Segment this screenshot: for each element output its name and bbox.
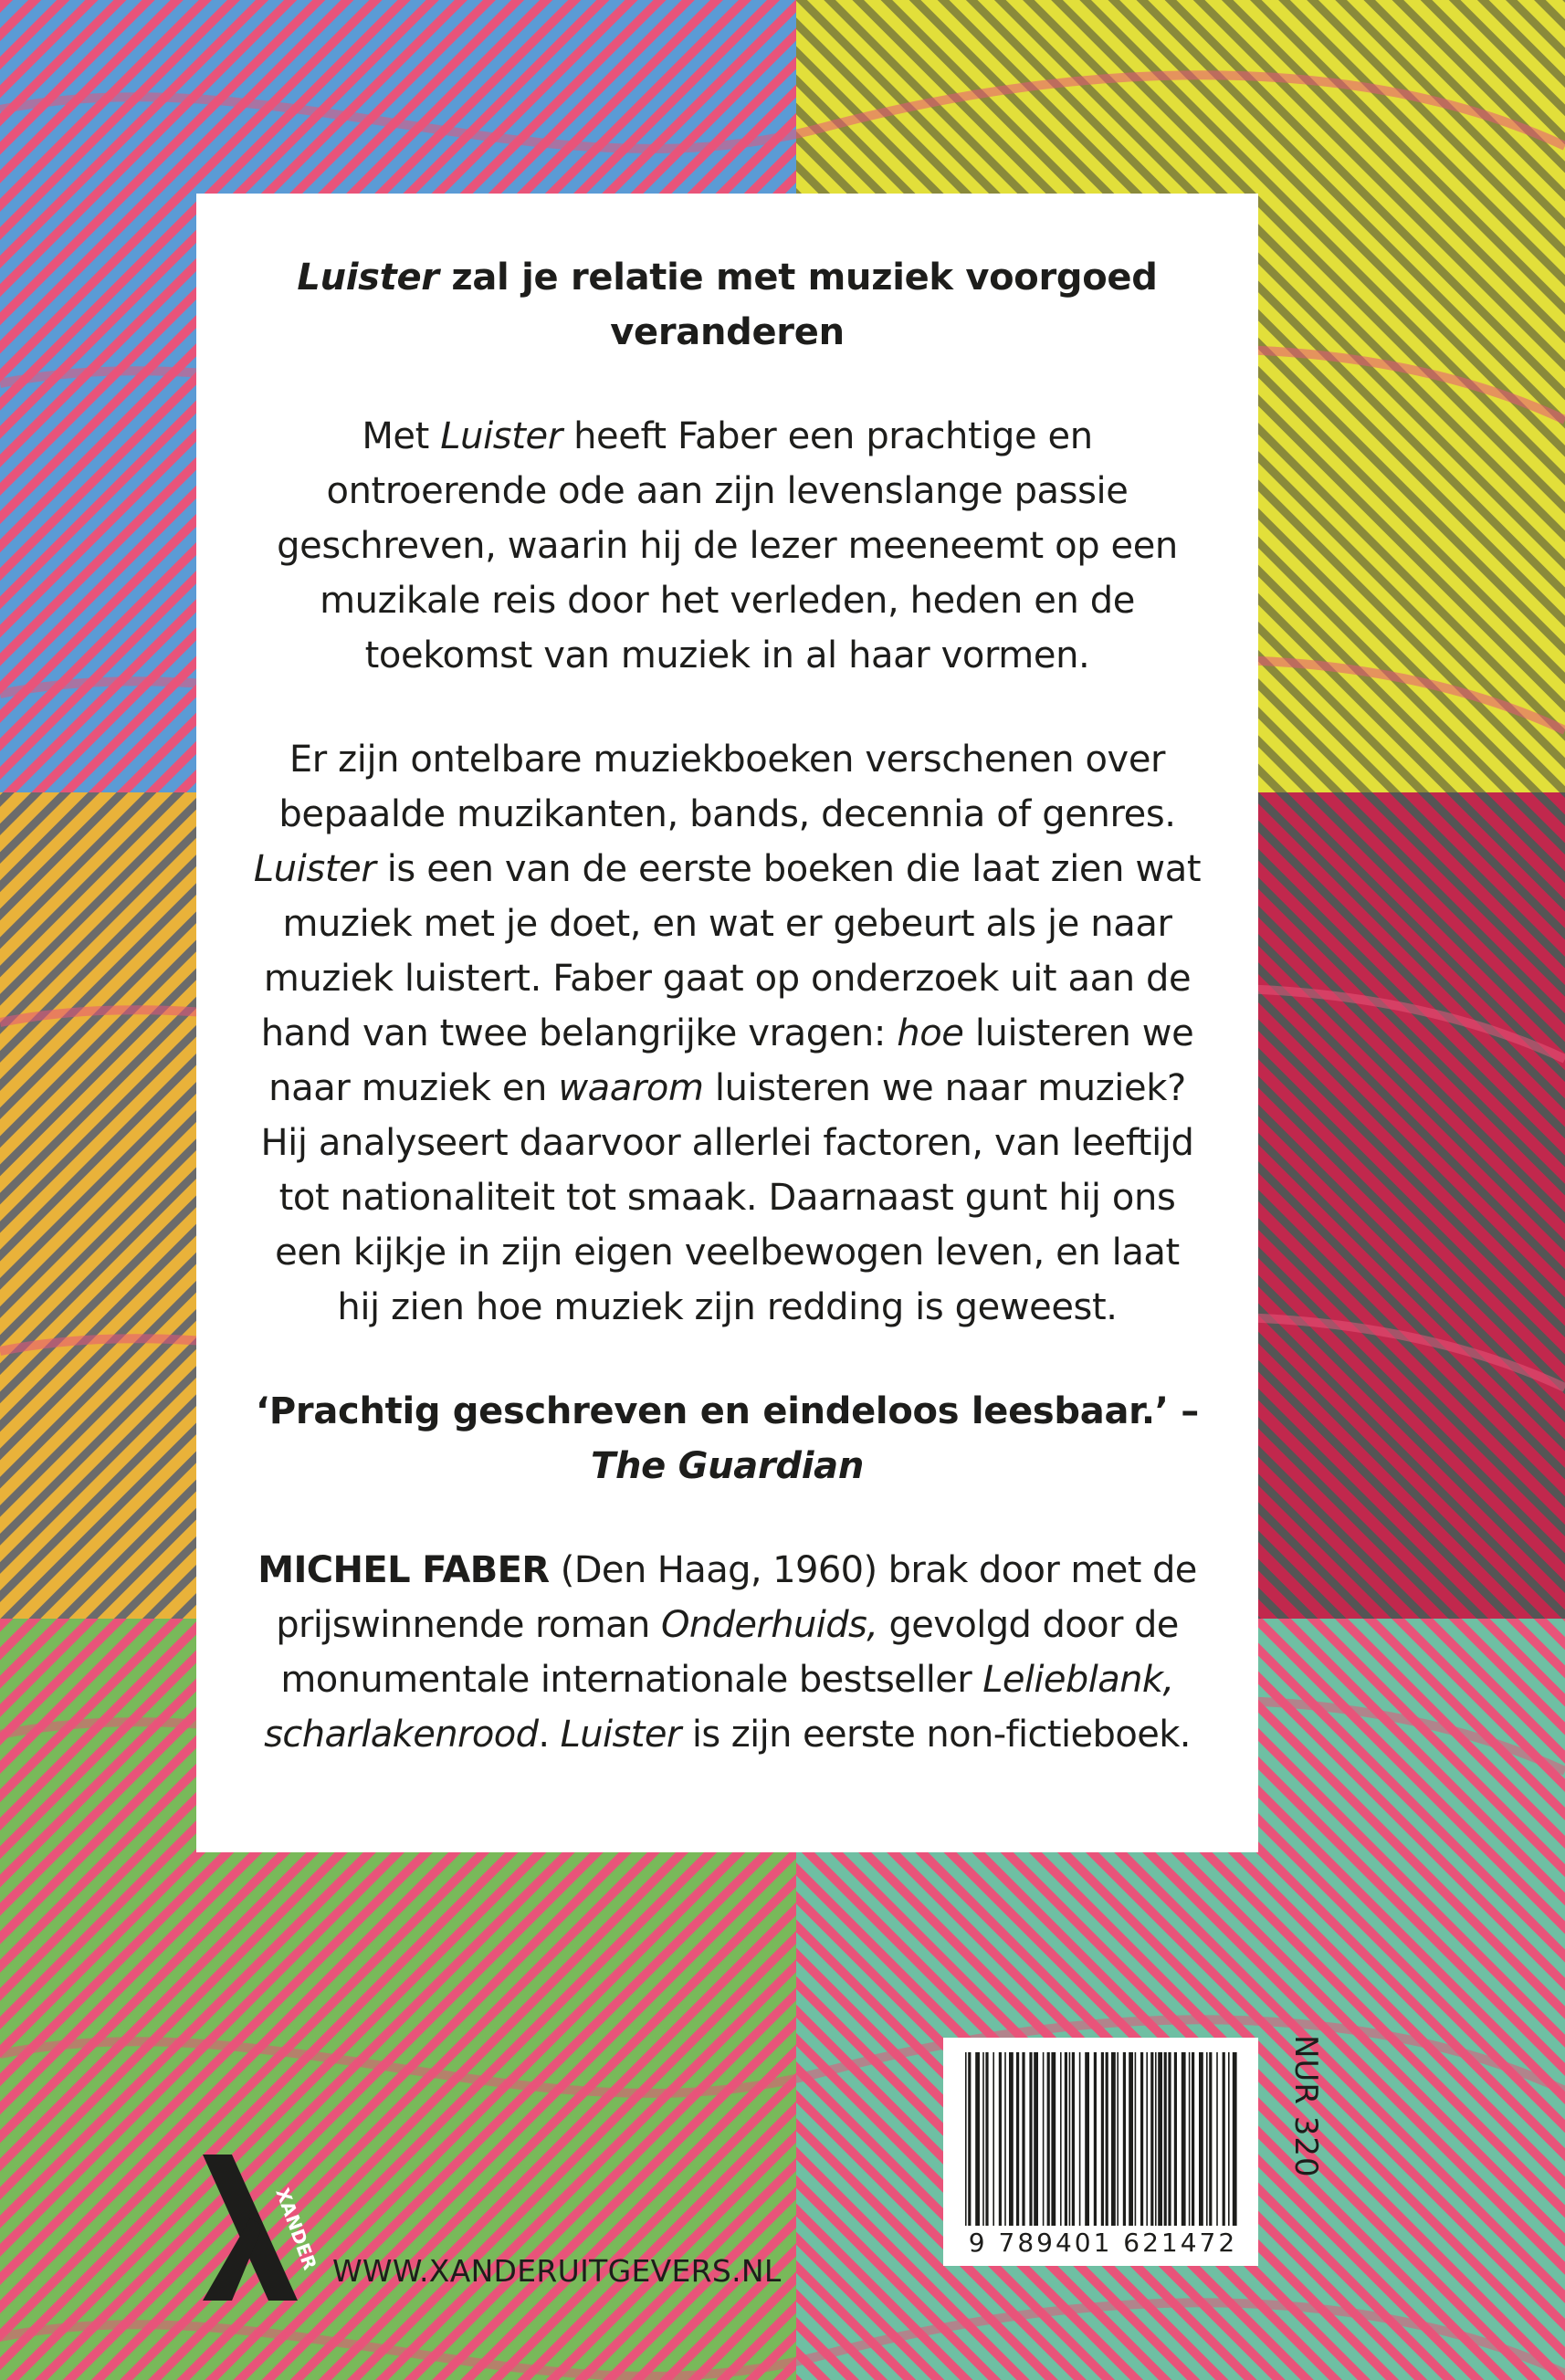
- barcode-bar: [1117, 2052, 1119, 2226]
- barcode-bar: [965, 2052, 967, 2226]
- barcode-bar: [1199, 2052, 1203, 2226]
- barcode-bars: [961, 2052, 1240, 2226]
- author-bio: MICHEL FABER (Den Haag, 1960) brak door met de prijswinnende roman Onderhuids, gevolgd door de monumentale internationale bestseller Lelieblank, scharlakenrood. Luister is zijn eerste non-fictieboek.: [257, 1549, 1197, 1756]
- barcode-bar: [1060, 2052, 1062, 2226]
- isbn-number: 9 789401 621472: [968, 2228, 1238, 2258]
- barcode-bar: [1158, 2052, 1162, 2226]
- barcode-bar: [1189, 2052, 1191, 2226]
- barcode-bar: [1135, 2052, 1137, 2226]
- barcode-bar: [1051, 2052, 1056, 2226]
- barcode-bar: [1069, 2052, 1071, 2226]
- barcode-bar: [1123, 2052, 1126, 2226]
- barcode-bar: [968, 2052, 971, 2226]
- barcode-bar: [1174, 2052, 1177, 2226]
- barcode-bar: [1146, 2052, 1148, 2226]
- paragraph-description: Er zijn ontelbare muziekboeken verschenen over bepaalde muzikanten, bands, decennia of genres. Luister is een van de eerste boeken die laat zien wat muziek met je doet, en wat er gebeurt als je naar muziek luistert. Faber gaat op onderzoek uit aan de hand van twee belangrijke vragen: hoe luisteren we naar muziek en waarom luisteren we naar muziek? Hij analyseert daarvoor allerlei factoren, van leeftijd tot nationaliteit tot smaak. Daarnaast gunt hij ons een kijkje in zijn eigen veelbewogen leven, en laat hij zien hoe muziek zijn redding is geweest.: [253, 739, 1202, 1328]
- quote-source: The Guardian: [590, 1445, 865, 1487]
- barcode-bar: [985, 2052, 988, 2226]
- author-name: MICHEL FABER: [257, 1549, 550, 1591]
- publisher-website[interactable]: WWW.XANDERUITGEVERS.NL: [332, 2253, 782, 2289]
- barcode-bar: [1029, 2052, 1032, 2226]
- barcode-bar: [1065, 2052, 1067, 2226]
- barcode-bar: [1094, 2052, 1097, 2226]
- barcode-bar: [1216, 2052, 1218, 2226]
- review-quote: ‘Prachtig geschreven en eindeloos leesbaar.’ – The Guardian: [256, 1390, 1199, 1487]
- barcode-bar: [1101, 2052, 1104, 2226]
- nur-code: [1289, 2035, 1326, 2236]
- headline-text: zal je relatie met muziek voorgoed veranderen: [438, 257, 1158, 353]
- barcode-bar: [1155, 2052, 1157, 2226]
- barcode-bar: [982, 2052, 984, 2226]
- barcode-bar: [1140, 2052, 1143, 2226]
- barcode-bar: [1233, 2052, 1237, 2226]
- headline: [251, 250, 1203, 360]
- barcode-bar: [1009, 2052, 1014, 2226]
- barcode-bar: [1168, 2052, 1171, 2226]
- text-panel: [196, 194, 1258, 1852]
- headline-book-title: Luister: [297, 257, 439, 299]
- barcode-bar: [999, 2052, 1002, 2226]
- barcode-bar: [1150, 2052, 1153, 2226]
- barcode-bar: [1106, 2052, 1108, 2226]
- barcode-bar: [1085, 2052, 1089, 2226]
- barcode-bar: [1072, 2052, 1075, 2226]
- barcode-bar: [1022, 2052, 1024, 2226]
- barcode-bar: [993, 2052, 994, 2226]
- barcode-bar: [1182, 2052, 1186, 2226]
- xander-logo: [195, 2155, 321, 2301]
- paragraph-intro: Met Luister heeft Faber een prachtige en ontroerende ode aan zijn levenslange passie geschreven, waarin hij de lezer meeneemt op een muzikale reis door het verleden, heden en de toekomst van muziek in al haar vormen.: [277, 415, 1178, 676]
- logo-wordmark: XANDER: [271, 2185, 321, 2273]
- barcode-bar: [975, 2052, 980, 2226]
- barcode-bar: [1209, 2052, 1212, 2226]
- barcode-bar: [1164, 2052, 1167, 2226]
- barcode-bar: [1192, 2052, 1194, 2226]
- barcode-bar: [1047, 2052, 1050, 2226]
- barcode-bar: [1228, 2052, 1230, 2226]
- barcode-bar: [1004, 2052, 1006, 2226]
- barcode-bar: [1043, 2052, 1045, 2226]
- barcode-bar: [1079, 2052, 1081, 2226]
- barcode-bar: [1223, 2052, 1225, 2226]
- barcode-bar: [1111, 2052, 1116, 2226]
- barcode-bar: [1129, 2052, 1133, 2226]
- nur-code-text: NUR 320: [1287, 2035, 1324, 2178]
- barcode-bar: [1034, 2052, 1038, 2226]
- barcode-bar: [1016, 2052, 1019, 2226]
- barcode-bar: [1206, 2052, 1208, 2226]
